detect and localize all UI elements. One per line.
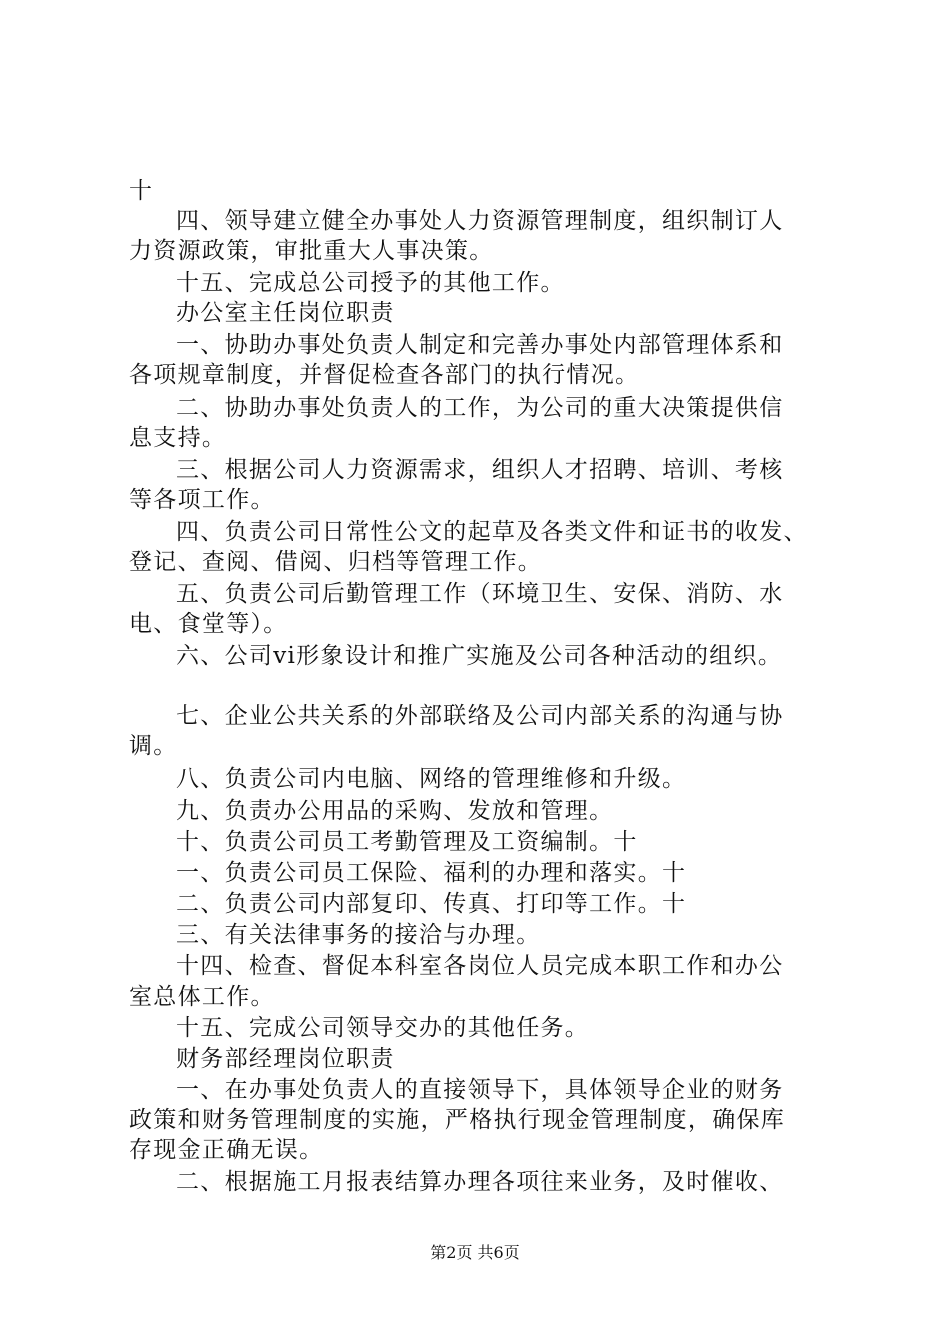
text-line: 十、负责公司员工考勤管理及工资编制。十: [176, 829, 638, 855]
text-line: 十五、完成公司领导交办的其他任务。: [176, 1015, 590, 1041]
text-line: 六、公司vi形象设计和推广实施及公司各种活动的组织。: [176, 643, 783, 669]
text-line: 政策和财务管理制度的实施，严格执行现金管理制度，确保库: [129, 1107, 786, 1133]
text-line: 调。: [129, 733, 178, 759]
text-line: 一、在办事处负责人的直接领导下，具体领导企业的财务: [176, 1077, 784, 1103]
text-line: 息支持。: [129, 425, 227, 451]
text-line: 四、领导建立健全办事处人力资源管理制度，组织制订人: [176, 208, 784, 234]
text-line: 八、负责公司内电脑、网络的管理维修和升级。: [176, 766, 687, 792]
text-line: 各项规章制度，并督促检查各部门的执行情况。: [129, 362, 640, 388]
text-line: 三、有关法律事务的接洽与办理。: [176, 922, 541, 948]
text-line: 一、协助办事处负责人制定和完善办事处内部管理体系和: [176, 332, 784, 358]
text-line: 四、负责公司日常性公文的起草及各类文件和证书的收发、: [176, 519, 808, 545]
text-line: 一、负责公司员工保险、福利的办理和落实。十: [176, 860, 687, 886]
text-line: 登记、查阅、借阅、归档等管理工作。: [129, 549, 543, 575]
section-heading: 财务部经理岗位职责: [176, 1046, 395, 1072]
text-line: 二、负责公司内部复印、传真、打印等工作。十: [176, 891, 687, 917]
page-footer: 第2页 共6页: [430, 1243, 520, 1262]
text-line: 三、根据公司人力资源需求，组织人才招聘、培训、考核: [176, 457, 784, 483]
text-line: 十四、检查、督促本科室各岗位人员完成本职工作和办公: [176, 953, 784, 979]
text-line: 力资源政策，审批重大人事决策。: [129, 238, 494, 264]
text-line: 九、负责办公用品的采购、发放和管理。: [176, 798, 614, 824]
text-line: 二、协助办事处负责人的工作，为公司的重大决策提供信: [176, 395, 784, 421]
text-line: 等各项工作。: [129, 487, 275, 513]
text-line: 二、根据施工月报表结算办理各项往来业务，及时催收、: [176, 1169, 784, 1195]
text-line: 十五、完成总公司授予的其他工作。: [176, 270, 565, 296]
text-line: 五、负责公司后勤管理工作（环境卫生、安保、消防、水: [176, 581, 784, 607]
text-line: 室总体工作。: [129, 984, 275, 1010]
text-line: 七、企业公共关系的外部联络及公司内部关系的沟通与协: [176, 703, 784, 729]
text-line: 电、食堂等）。: [129, 611, 288, 637]
text-line: 存现金正确无误。: [129, 1137, 324, 1163]
text-line: 十: [129, 178, 154, 204]
section-heading: 办公室主任岗位职责: [176, 300, 395, 326]
